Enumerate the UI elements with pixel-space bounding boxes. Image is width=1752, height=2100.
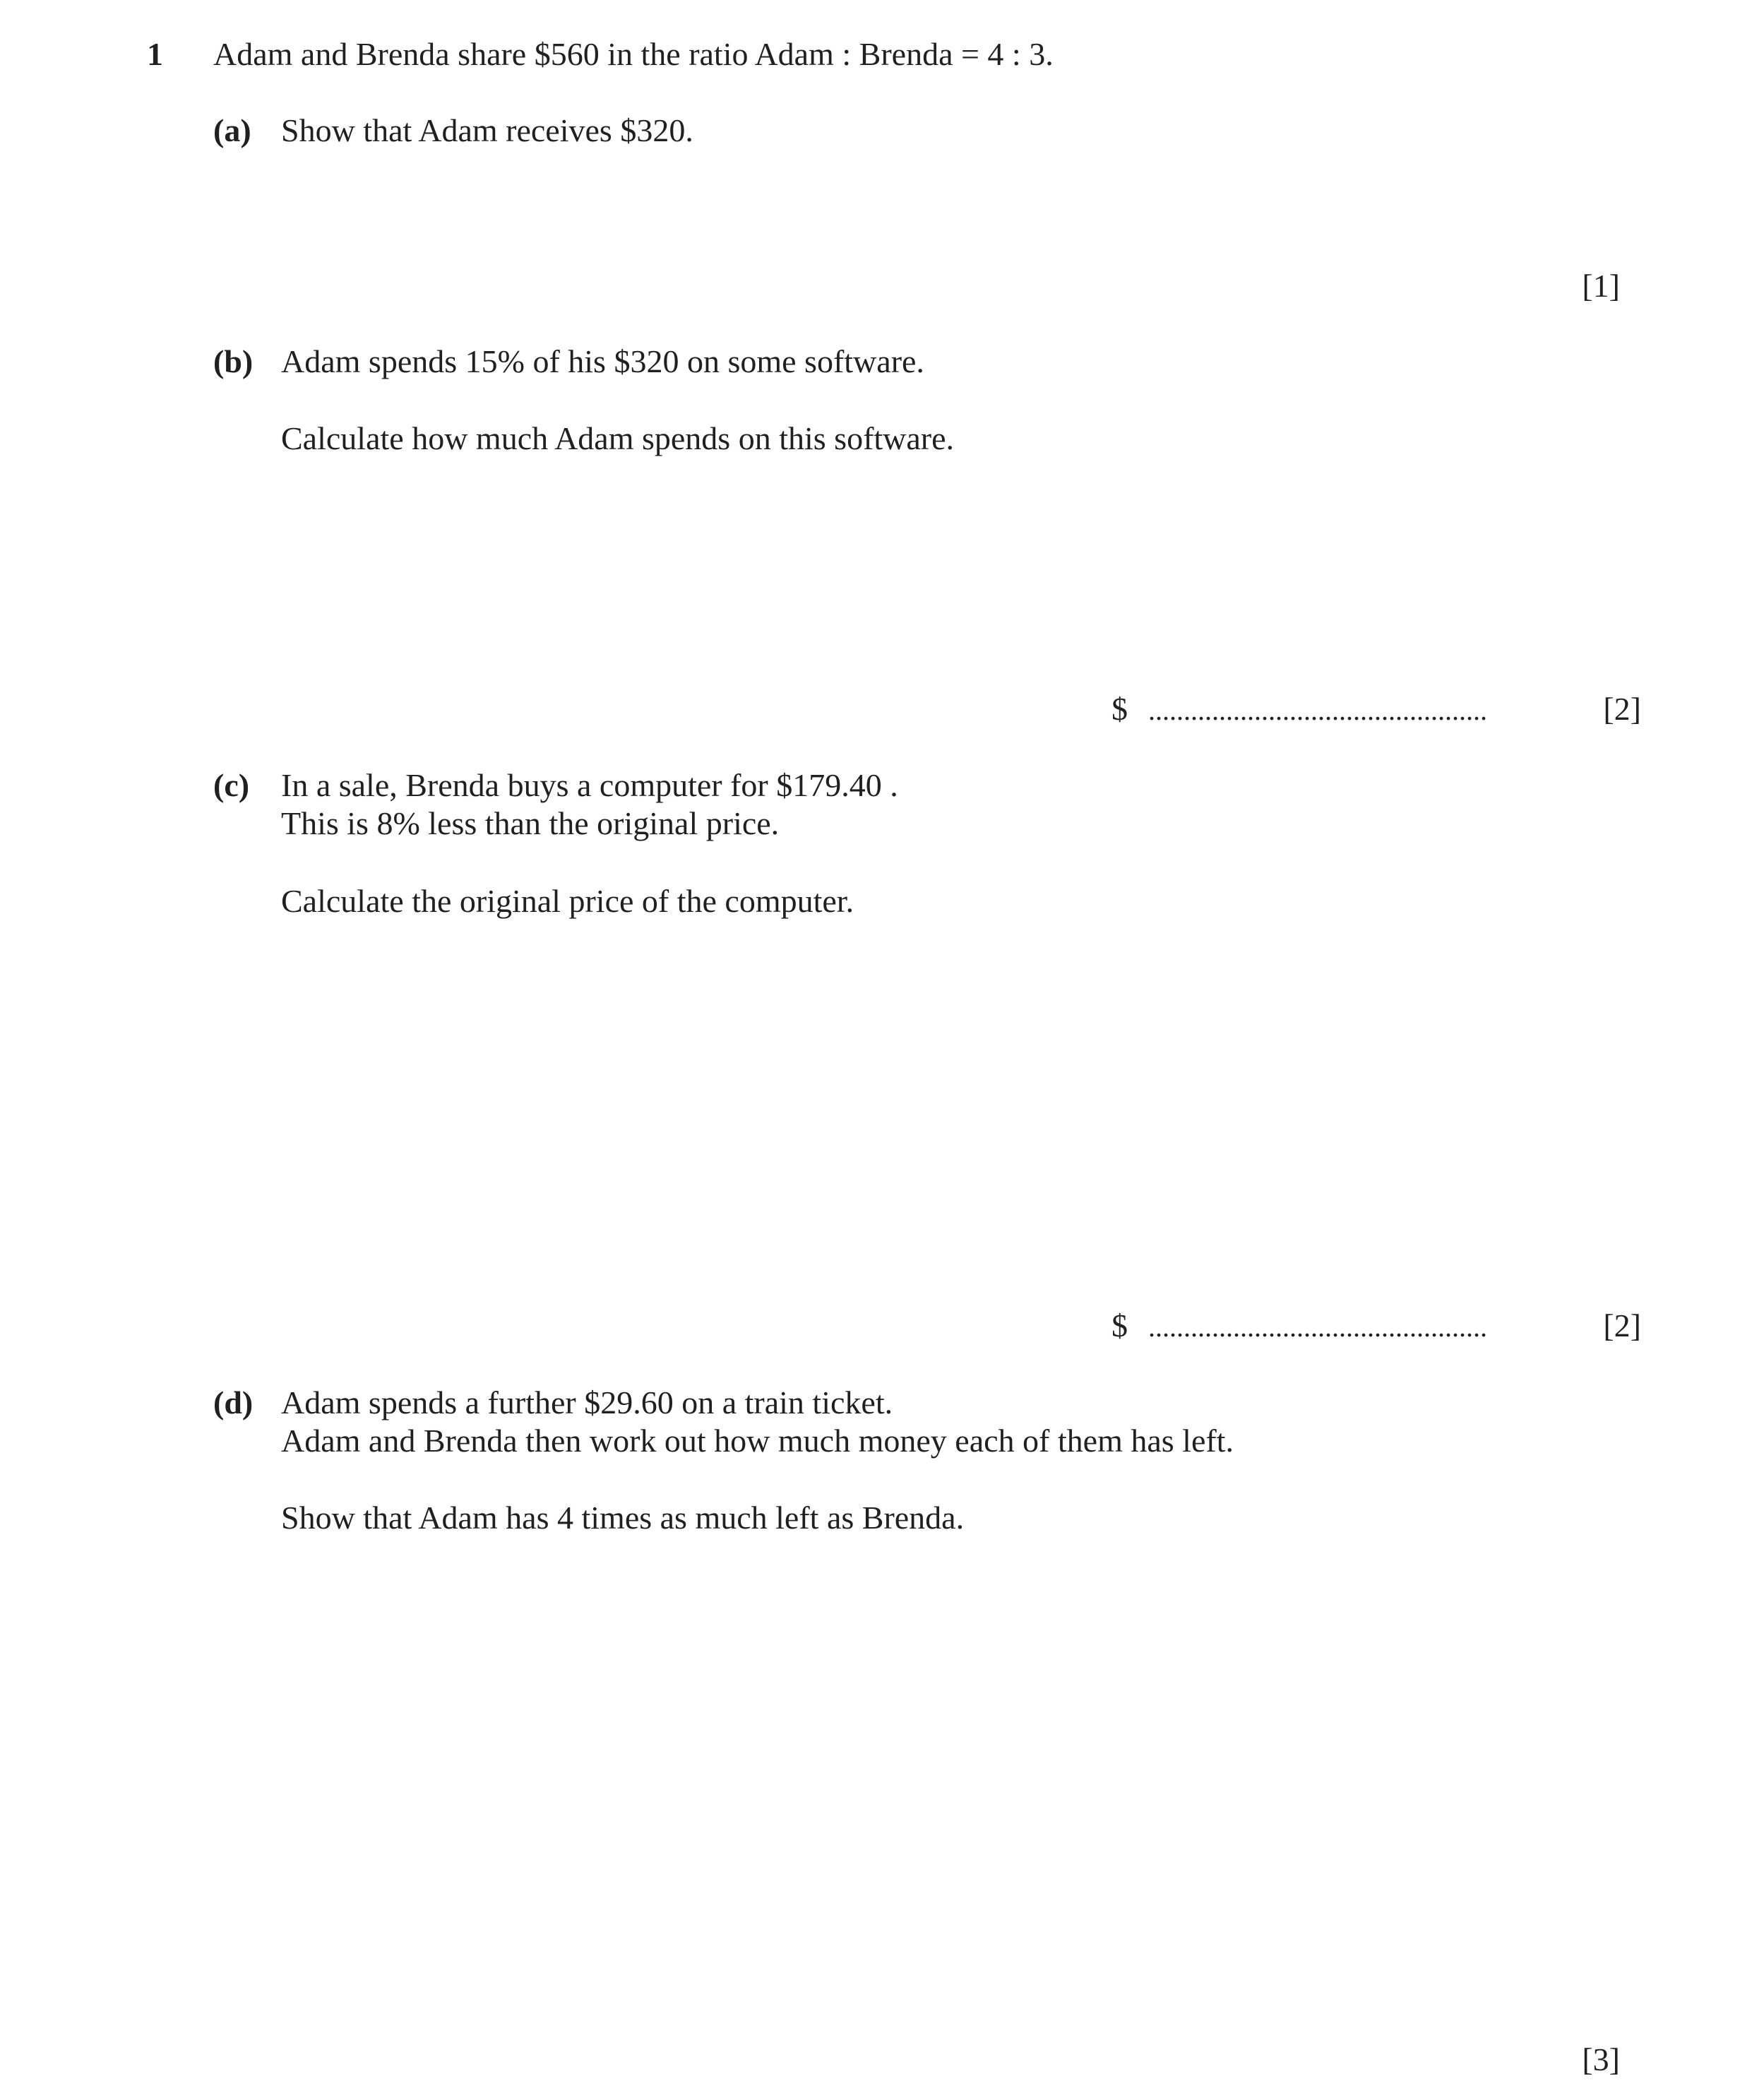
question-stem: Adam and Brenda share $560 in the ratio Adam : Brenda = 4 : 3. <box>213 36 1054 72</box>
part-a-text: Show that Adam receives $320. <box>281 112 693 148</box>
part-b-answer-dots[interactable]: ................................................ <box>1148 694 1487 726</box>
part-d-instruction: Show that Adam has 4 times as much left as Brenda. <box>281 1500 965 1536</box>
part-c-answer-prefix: $ <box>1112 1307 1128 1343</box>
part-c-instruction: Calculate the original price of the computer. <box>281 883 854 919</box>
part-a-label: (a) <box>213 112 251 148</box>
part-b-instruction: Calculate how much Adam spends on this software. <box>281 420 955 456</box>
part-d-marks: [3] <box>1582 2041 1620 2077</box>
part-c-answer-dots[interactable]: ................................................ <box>1148 1311 1487 1343</box>
part-d-text-line1: Adam spends a further $29.60 on a train ticket. <box>281 1384 893 1420</box>
part-b-answer-prefix: $ <box>1112 691 1128 727</box>
part-d-text-line2: Adam and Brenda then work out how much money each of them has left. <box>281 1423 1234 1459</box>
part-c-label: (c) <box>213 767 250 803</box>
part-c-text-line1: In a sale, Brenda buys a computer for $179.40 . <box>281 767 898 803</box>
part-c-answer-line[interactable] <box>1112 1307 1641 1346</box>
part-c-text-line2: This is 8% less than the original price. <box>281 805 780 841</box>
part-b-answer-line[interactable] <box>1112 690 1641 730</box>
part-a-marks: [1] <box>1582 268 1620 304</box>
part-b-marks: [2] <box>1603 691 1641 727</box>
part-c-marks: [2] <box>1603 1307 1641 1343</box>
part-b-label: (b) <box>213 343 254 379</box>
part-d-label: (d) <box>213 1384 254 1420</box>
part-b-text: Adam spends 15% of his $320 on some software. <box>281 343 924 379</box>
question-number: 1 <box>147 36 163 72</box>
